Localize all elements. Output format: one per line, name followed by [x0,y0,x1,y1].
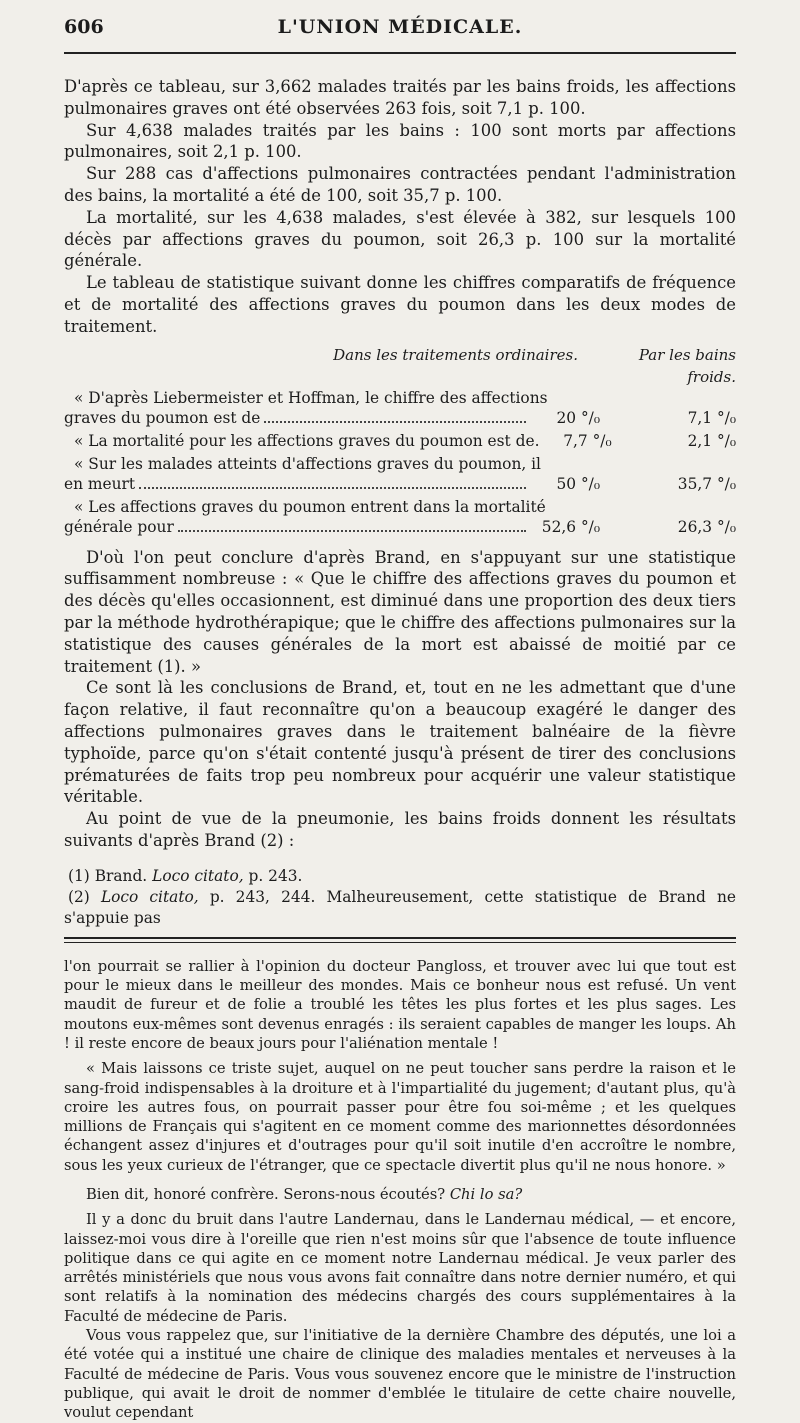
footnote-number: (1) Brand. [68,866,148,885]
column-header-cold-baths: Par les bains froids. [638,345,736,386]
paragraph: l'on pourrait se rallier à l'opinion du docteur Pangloss, et trouver avec lui que tout est pour le mieux dans le meilleur des mondes. Mais ce bonheur nous est refusé. Un vent maudit de fureur et de folie a troublé les têtes les plus fortes et les plus sages. Les moutons eux-mêmes sont devenus enragés : ils seraient capables de manger les loups. Ah ! il reste encore de beaux jours pour l'aliénation mentale ! [64,957,736,1052]
row-text: générale pour [64,517,174,536]
value-ordinary: 52,6 °/₀ [541,517,600,536]
paragraph: D'où l'on peut conclure d'après Brand, en s'appuyant sur une statistique suffisamment nombreuse : « Que le chiffre des affections graves du poumon et des décès qu'elles occasionnent, est diminué dans une proportion des deux tiers par la méthode hydrothérapique; que le chiffre des affections pulmonaires sur la statistique des causes générales de la mort est abaissé de moitié par ce traitement (1). » [64,547,736,676]
footnote-citation: Loco citato, [100,887,199,906]
value-cold-baths: 7,1 °/₀ [687,408,736,427]
upper-article [64,76,736,852]
value-cold-baths: 2,1 °/₀ [687,431,736,450]
paragraph: Sur 4,638 malades traités par les bains : 100 sont morts par affections pulmonaires, soit 2,1 p. 100. [64,120,736,162]
paragraph-italic: Chi lo sa? [449,1185,523,1203]
page-header [64,14,736,54]
paragraph: Au point de vue de la pneumonie, les bains froids donnent les résultats suivants d'après Brand (2) : [64,809,736,850]
leader-dots [178,530,526,532]
paragraph: Sur 288 cas d'affections pulmonaires contractées pendant l'administration des bains, la mortalité a été de 100, soit 35,7 p. 100. [64,164,736,205]
paragraph: La mortalité, sur les 4,638 malades, s'est élevée à 382, sur lesquels 100 décès par affections graves du poumon, soit 26,3 p. 100 sur la mortalité générale. [64,207,736,271]
value-cold-baths: 26,3 °/₀ [677,517,736,536]
row-text: « La mortalité pour les affections graves du poumon est de. [74,431,540,450]
row-text: « Les affections graves du poumon entrent dans la mortalité [74,497,546,516]
paragraph: « Mais laissons ce triste sujet, auquel on ne peut toucher sans perdre la raison et le sang-froid indispensables à la droiture et à l'impartialité du jugement; d'autant plus, qu'à croire les autres fous, on pourrait passer pour être fou soi-même ; et les quelques millions de Français qui s'agitent en ce moment comme des marionnettes désordonnées échangent assez d'injures et d'outrages pour qu'il soit inutile d'en accroître le nombre, sous les yeux curieux de l'étranger, que ce spectacle divertit plus qu'il ne nous honore. » [64,1060,736,1174]
table-row [64,431,736,451]
table-row [64,388,736,428]
value-cold-baths: 35,7 °/₀ [677,474,736,493]
column-header-ordinary: Dans les traitements ordinaires. [333,345,578,364]
paragraph-text: Bien dit, honoré confrère. Serons-nous écoutés? [86,1185,446,1203]
paragraph: Ce sont là les conclusions de Brand, et, tout en ne les admettant que d'une façon relative, il faut reconnaître qu'on a beaucoup exagéré le danger des affections pulmonaires graves dans le traitement balnéaire de la fièvre typhoïde, parce qu'on s'était contenté jusqu'à présent de tirer des conclusions prématurées de faits trop peu nombreux pour acquérir une valeur statistique véritable. [64,678,736,807]
section-separator [64,937,736,943]
footnote-1 [64,866,736,887]
row-text: graves du poumon est de [64,408,261,427]
value-ordinary: 50 °/₀ [556,474,600,493]
table-header [64,344,736,388]
paragraph [64,1185,736,1204]
paragraph: D'après ce tableau, sur 3,662 malades traités par les bains froids, les affections pulmonaires graves ont été observées 263 fois, soit 7,1 p. 100. [64,77,736,118]
value-ordinary: 7,7 °/₀ [563,431,612,450]
row-text: « D'après Liebermeister et Hoffman, le chiffre des affections [74,388,548,407]
footnote-text: p. 243. [248,866,303,885]
table-row [64,497,736,537]
footnotes [64,866,736,929]
lower-feuilleton [64,957,736,1423]
page-number: 606 [64,16,104,38]
paragraph: Vous vous rappelez que, sur l'initiative de la dernière Chambre des députés, une loi a été votée qui a institué une chaire de clinique des maladies mentales et nerveuses à la Faculté de médecine de Paris. Vous vous souvenez encore que le ministre de l'instruction publique, qui avait le droit de nommer d'emblée le titulaire de cette chaire nouvelle, voulut cependant [64,1327,736,1422]
journal-title: L'UNION MÉDICALE. [277,16,523,38]
value-ordinary: 20 °/₀ [556,408,600,427]
paragraph: Le tableau de statistique suivant donne les chiffres comparatifs de fréquence et de mortalité des affections graves du poumon dans les deux modes de traitement. [64,273,736,336]
footnote-number: (2) [68,887,90,906]
footnote-2 [64,887,736,929]
row-text: en meurt [64,474,136,493]
leader-dots [264,421,526,423]
footnote-citation: Loco citato, [152,866,244,885]
row-text: « Sur les malades atteints d'affections graves du poumon, il [74,454,541,473]
leader-dots [139,487,526,489]
footnote-text: p. 243, 244. Malheureusement, cette statistique de Brand ne s'appuie pas [64,887,736,927]
paragraph: Il y a donc du bruit dans l'autre Landernau, dans le Landernau médical, — et encore, laissez-moi vous dire à l'oreille que rien n'est moins sûr que l'absence de toute influence politique dans ce qui agite en ce moment notre Landernau médical. Je veux parler des arrêtés ministériels que nous vous avons fait connaître dans notre dernier numéro, et qui sont relatifs à la nomination des médecins chargés des cours supplémentaires à la Faculté de médecine de Paris. [64,1211,736,1325]
table-row [64,454,736,494]
